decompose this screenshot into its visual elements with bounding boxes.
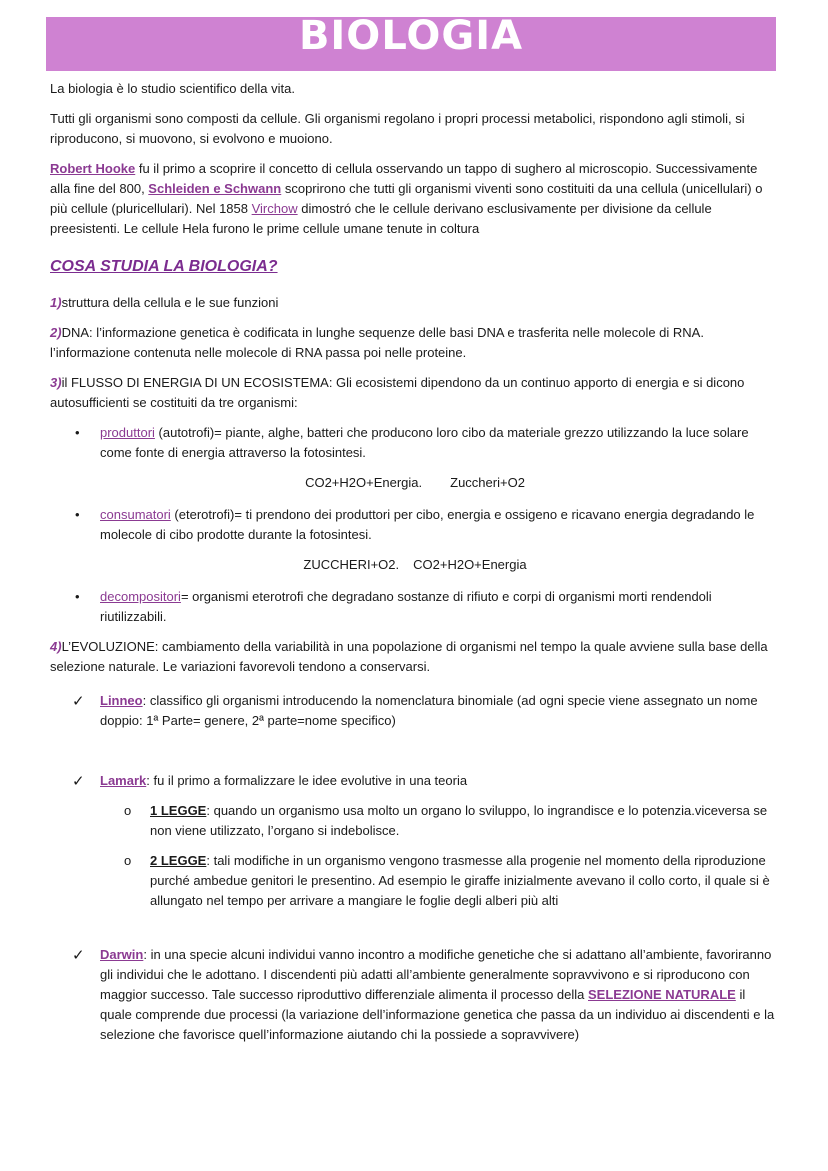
formula-respiration (50, 555, 780, 575)
organisms-list-3 (50, 587, 780, 627)
topic-2-text: DNA: l’informazione genetica è codificata in lunghe sequenze delle basi DNA e trasferita nelle molecole di RNA. l’informazione contenuta nelle molecole di RNA passa poi nelle proteine. (50, 325, 704, 360)
list-item-decompositori (50, 587, 780, 627)
intro-paragraph: La biologia è lo studio scientifico della vita. (50, 81, 295, 96)
check-icon: ✓ (72, 693, 85, 710)
circle-bullet-icon: o (124, 803, 132, 818)
topic-3-number: 3) (50, 375, 62, 390)
history-text-2: scoprirono che tutti gli organismi viventi sono costituiti da una cellula (unicellulari) o più cellule (pluricellulari). Nel 1858 (50, 181, 763, 216)
list-item-legge-2 (100, 851, 780, 911)
organisms-list (50, 423, 780, 463)
title-banner (46, 17, 776, 71)
scientists-list (50, 691, 780, 1045)
topic-1-number: 1) (50, 295, 62, 310)
list-item-consumatori (50, 505, 780, 545)
topic-3-text: il FLUSSO DI ENERGIA DI UN ECOSISTEMA: Gli ecosistemi dipendono da un continuo apporto di energia e si dicono autosufficienti se costituiti da tre organismi: (50, 375, 745, 410)
list-item-linneo (50, 691, 780, 731)
legge-2-label: 2 LEGGE (150, 853, 207, 868)
hooke-link[interactable]: Robert Hooke (50, 161, 136, 176)
lamark-laws (100, 801, 780, 911)
topic-2-number: 2) (50, 325, 62, 340)
bullet-icon: • (75, 425, 80, 440)
darwin-text-2: il quale comprende due processi (la variazione dell’informazione genetica che passa da un individuo ai discendenti e la selezione che favorisce quell’informazione aiutando chi la possiede a sopravvivere) (100, 987, 775, 1042)
linneo-link[interactable]: Linneo (100, 693, 143, 708)
consumatori-link[interactable]: consumatori (100, 507, 171, 522)
history-text-3: dimostró che le cellule derivano esclusivamente per divisione da cellule preesistenti. Le cellule Hela furono le prime cellule umane tenute in coltura (50, 201, 712, 236)
darwin-link[interactable]: Darwin (100, 947, 144, 962)
selezione-naturale-link[interactable]: SELEZIONE NATURALE (588, 987, 736, 1002)
produttori-link[interactable]: produttori (100, 425, 155, 440)
legge-1-text: : quando un organismo usa molto un organo lo sviluppo, lo ingrandisce e lo potenzia.viceversa se non viene utilizzato, l’organo si indebolisce. (150, 803, 768, 838)
virchow-link[interactable]: Virchow (251, 201, 298, 216)
schleiden-schwann-link[interactable]: Schleiden e Schwann (148, 181, 282, 196)
document-body (50, 79, 780, 1045)
topic-3 (50, 373, 780, 413)
topic-4-text: L’EVOLUZIONE: cambiamento della variabilità in una popolazione di organismi nel tempo la quale avviene sulla base della selezione naturale. Le variazioni favorevoli tendono a conservarsi. (50, 639, 768, 674)
formula-1-right: Zuccheri+O2 (450, 475, 525, 490)
consumatori-text: (eterotrofi)= ti prendono dei produttori per cibo, energia e ossigeno e ricavano energia degradando le molecole di cibo prodotte durante la fotosintesi. (100, 507, 755, 542)
formula-1-left: CO2+H2O+Energia. (305, 475, 423, 490)
topic-1 (50, 293, 780, 313)
circle-bullet-icon: o (124, 853, 132, 868)
topic-4-number: 4) (50, 639, 62, 654)
topic-2 (50, 323, 780, 363)
history-text-1: fu il primo a scoprire il concetto di cellula osservando un tappo di sughero al microscopio. Successivamente alla fine del 800, (50, 161, 758, 196)
formula-2-right: CO2+H2O+Energia (413, 557, 527, 572)
lamark-text: : fu il primo a formalizzare le idee evolutive in una teoria (146, 773, 468, 788)
history-paragraph (50, 159, 780, 239)
legge-2-text: : tali modifiche in un organismo vengono trasmesse alla progenie nel momento della riproduzione purché ambedue genitori le presentino. Ad esempio le giraffe inizialmente avevano il collo corto, il quale si è allungato nel tempo per arrivare a mangiare le foglie degli alberi più alti (150, 853, 770, 908)
bullet-icon: • (75, 507, 80, 522)
topic-4 (50, 637, 780, 677)
linneo-text: : classifico gli organismi introducendo la nomenclatura binomiale (ad ogni specie viene assegnato un nome doppio: 1ª Parte= genere, 2ª parte=nome specifico) (100, 693, 758, 728)
list-item-darwin (50, 945, 780, 1045)
darwin-text-1: : in una specie alcuni individui vanno incontro a modifiche genetiche che si adattano all’ambiente, favoriranno gli individui che le adottano. I discendenti più adatti all’ambiente generalmente sopravvivono e si riproducono con maggior successo. Tale successo riproduttivo differenziale alimenta il processo della (100, 947, 772, 1002)
produttori-text: (autotrofi)= piante, alghe, batteri che producono loro cibo da materiale grezzo utilizzando la luce solare come fonte di energia attraverso la fotosintesi. (100, 425, 749, 460)
list-item-lamark (50, 771, 780, 911)
list-item-legge-1 (100, 801, 780, 841)
formula-photosynthesis (50, 473, 780, 493)
lamark-link[interactable]: Lamark (100, 773, 147, 788)
check-icon: ✓ (72, 947, 85, 964)
organisms-list-2 (50, 505, 780, 545)
check-icon: ✓ (72, 773, 85, 790)
section-heading: COSA STUDIA LA BIOLOGIA? (50, 258, 278, 275)
cells-paragraph: Tutti gli organismi sono composti da cellule. Gli organismi regolano i propri processi metabolici, rispondono agli stimoli, si riproducono, si muovono, si evolvono e muoiono. (50, 111, 745, 146)
page-title: BIOLOGIA (298, 17, 524, 59)
formula-2-left: ZUCCHERI+O2. (303, 557, 400, 572)
decompositori-link[interactable]: decompositori (100, 589, 181, 604)
legge-1-label: 1 LEGGE (150, 803, 207, 818)
list-item-produttori (50, 423, 780, 463)
bullet-icon: • (75, 589, 80, 604)
decompositori-text: = organismi eterotrofi che degradano sostanze di rifiuto e corpi di organismi morti rendendoli riutilizzabili. (100, 589, 712, 624)
topic-1-text: struttura della cellula e le sue funzioni (61, 295, 279, 310)
